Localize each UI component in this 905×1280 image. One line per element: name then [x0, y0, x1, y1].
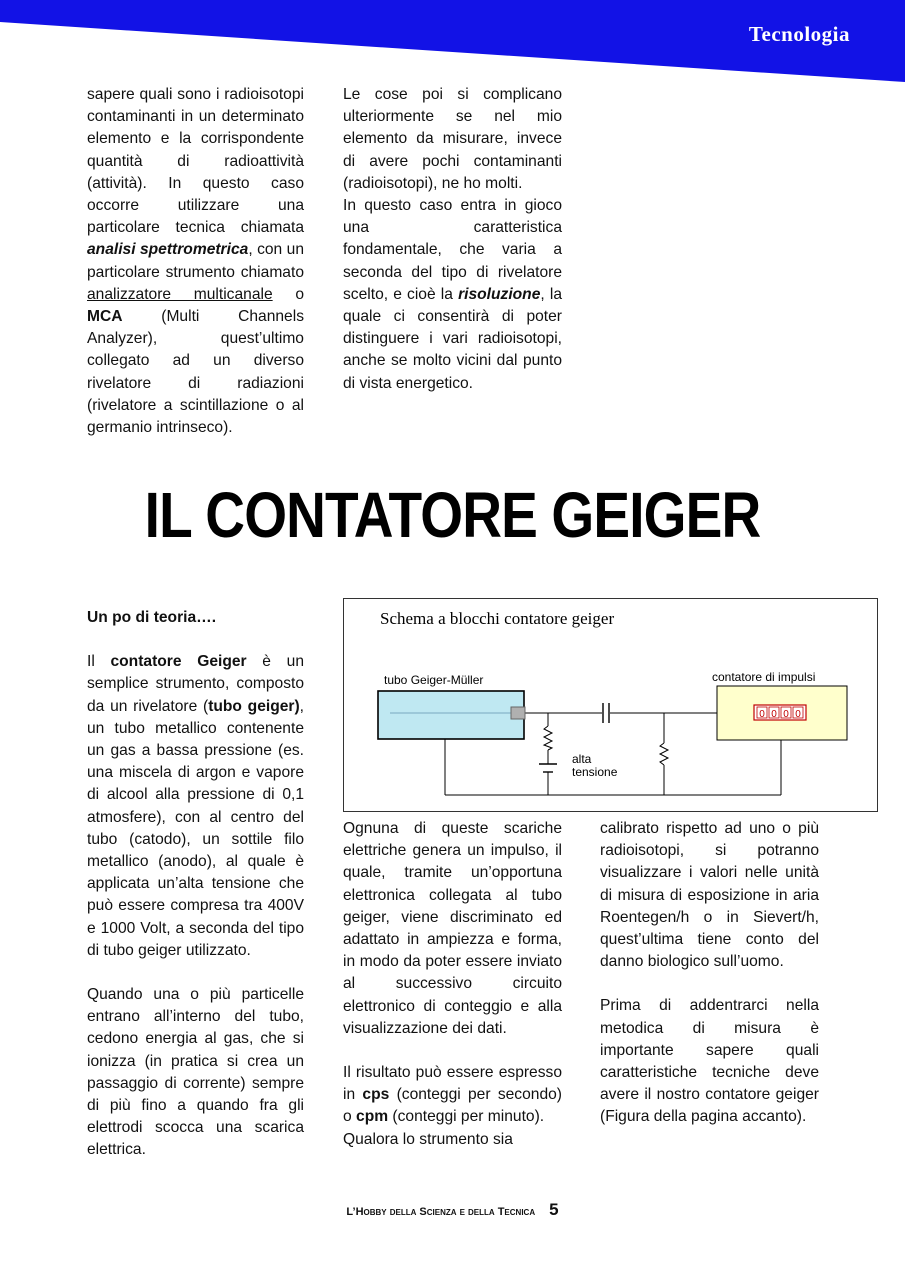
- intro-paragraph-3: In questo caso entra in gioco una caratteristica fondamentale, che varia a seconda del tipo di rivelatore scelto, e cioè la risoluzione, la quale ci consentirà di poter distinguere i vari radioisotopi, anche se molto vicini dal punto di vista energetico.: [343, 197, 562, 392]
- counter-digit-4: 0: [795, 709, 801, 720]
- counter-label: contatore di impulsi: [712, 670, 816, 684]
- term-analizzatore-multicanale: analizzatore multicanale: [87, 285, 273, 303]
- emphasis-risoluzione: risoluzione: [458, 285, 541, 303]
- hv-label-2: tensione: [572, 765, 618, 779]
- theory-column: [87, 607, 304, 1162]
- hv-label-1: alta: [572, 752, 592, 766]
- block-diagram: [343, 598, 878, 812]
- page-number: 5: [549, 1200, 559, 1219]
- theory-paragraph-2: Quando una o più particelle entrano all’interno del tubo, cedono energia al gas, che si ionizza (in pratica si crea un passaggio di corrente) sempre di più fino a quando fra gli elettrodi scocca una scarica elettrica.: [87, 986, 304, 1159]
- article-title: IL CONTATORE GEIGER: [144, 479, 761, 551]
- capacitor-icon: [603, 703, 609, 723]
- emphasis-analisi-spettrometrica: analisi spettrometrica: [87, 241, 249, 259]
- load-resistor-icon: [660, 743, 668, 765]
- diagram-title: Schema a blocchi contatore geiger: [380, 609, 615, 628]
- counter-digit-1: 0: [759, 709, 765, 720]
- tube-connector: [511, 707, 525, 719]
- counter-digit-3: 0: [783, 709, 789, 720]
- right-paragraph-2: Prima di addentrarci nella metodica di misura è importante sapere quali caratteristiche tecniche deve avere il nostro contatore geiger (Figura della pagina accanto).: [600, 997, 819, 1126]
- right-column: [600, 818, 819, 1129]
- intro-paragraph-2: Le cose poi si complicano ulteriormente se nel mio elemento da misurare, invece di avere pochi contaminanti (radioisotopi), ne ho molti.: [343, 86, 562, 192]
- theory-paragraph-1: Il contatore Geiger è un semplice strumento, composto da un rivelatore (tubo geiger), un tubo metallico contenente un gas a bassa pressione (es. una miscela di argon e vapore di alcool alla pressione di 0,1 atmosfere), con al centro del tubo (catodo), un sottile filo metallico (anodo), al quale è applicata un’alta tensione che può essere compresa tra 400V e 1000 Volt, a seconda del tipo di tubo geiger utilizzato.: [87, 653, 305, 959]
- middle-paragraph-2: Il risultato può essere espresso in cps (conteggi per secondo) o cpm (conteggi per minuto).: [343, 1064, 562, 1126]
- intro-paragraph-1: sapere quali sono i radioisotopi contaminanti in un determinato elemento e la corrispondente quantità di radioattività (attività). In questo caso occorre utilizzare una particolare tecnica chiamata analisi spettrometrica, con un particolare strumento chiamato analizzatore multicanale o MCA (Multi Channels Analyzer), quest’ultimo collegato ad un diverso rivelatore di radiazioni (rivelatore a scintillazione o al germanio intrinseco).: [87, 86, 305, 437]
- magazine-name: L’Hobby della Scienza e della Tecnica: [346, 1206, 536, 1218]
- right-paragraph-1: calibrato rispetto ad uno o più radioisotopi, si potranno visualizzare i valori nelle unità di misura di esposizione in aria Roentegen/h o in Sievert/h, quest’ultima tiene conto del danno biologico sull’uomo.: [600, 820, 819, 971]
- counter-digit-2: 0: [771, 709, 777, 720]
- intro-column-2: [343, 84, 562, 395]
- theory-heading: Un po di teoria….: [87, 609, 217, 626]
- tube-label: tubo Geiger-Müller: [384, 673, 484, 687]
- term-tubo-geiger: tubo geiger): [208, 697, 300, 715]
- section-tag: Tecnologia: [748, 22, 850, 46]
- term-mca: MCA: [87, 308, 123, 326]
- block-diagram-svg: [344, 599, 877, 811]
- term-cpm: cpm: [356, 1108, 389, 1126]
- middle-paragraph-1: Ognuna di queste scariche elettriche genera un impulso, il quale, tramite un’opportuna elettronica collegata al tubo geiger, viene discriminato ed adattato in ampiezza e forma, in modo da poter essere inviato al successivo circuito elettronico di conteggio e alla visualizzazione dei dati.: [343, 820, 562, 1037]
- term-cps: cps: [362, 1086, 390, 1104]
- term-contatore-geiger: contatore Geiger: [110, 653, 247, 671]
- geiger-tube-box: [378, 691, 524, 739]
- middle-column: [343, 818, 562, 1151]
- intro-column-1: [87, 84, 304, 439]
- resistor-icon: [544, 726, 552, 750]
- middle-paragraph-3: Qualora lo strumento sia: [343, 1130, 513, 1148]
- battery-icon: [539, 764, 557, 772]
- footer: [0, 1200, 905, 1220]
